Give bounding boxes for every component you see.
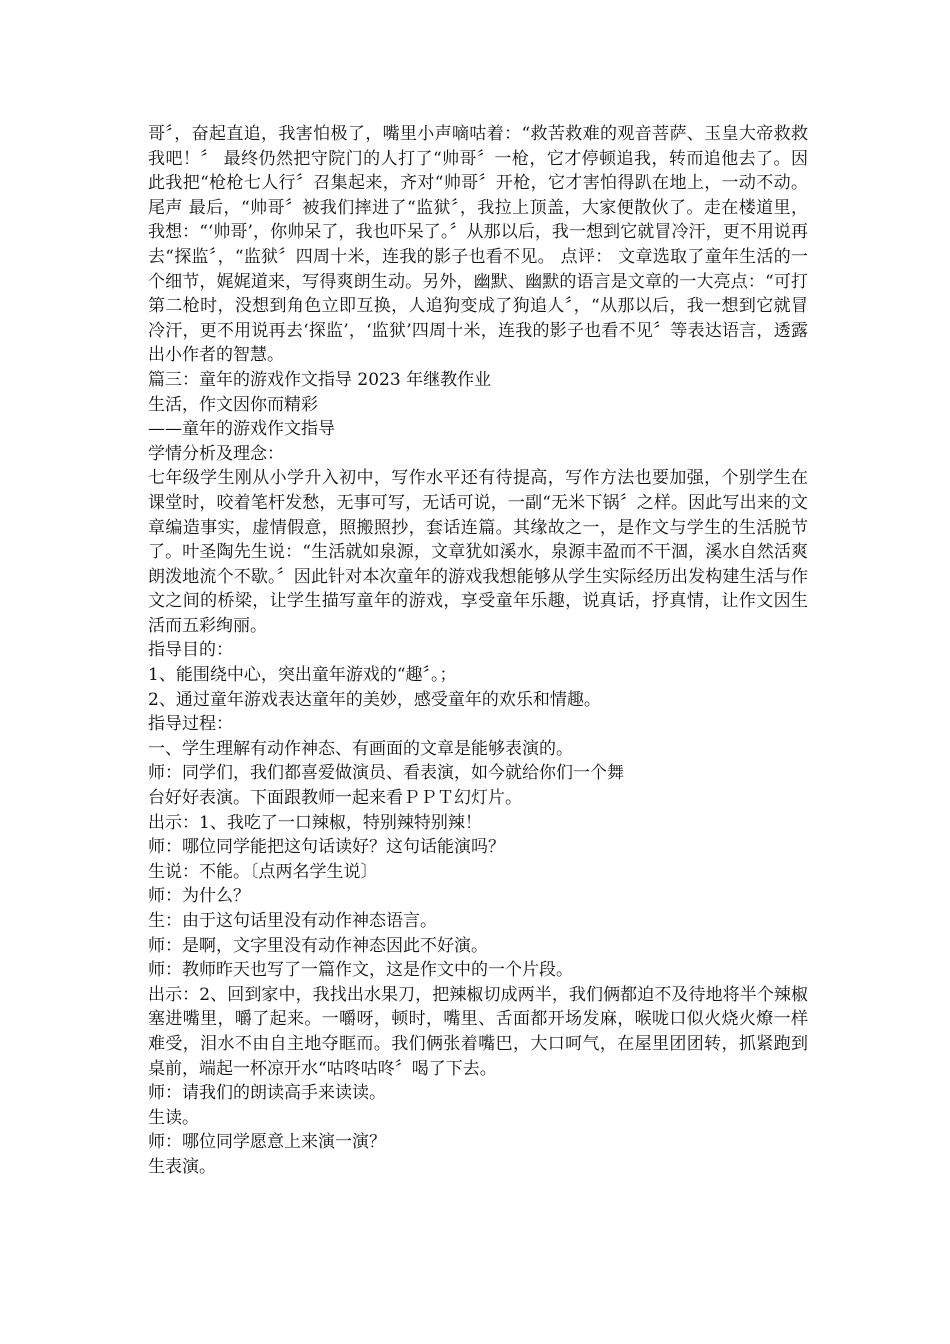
- goal-item: 2、通过童年游戏表达童年的美妙，感受童年的欢乐和情趣。: [148, 689, 601, 710]
- dialogue-line: 生：由于这句话里没有动作神态语言。: [148, 911, 437, 931]
- paragraph-story-ending: 哥〞，奋起直追，我害怕极了，嘴里小声嘀咕着：“救苦救难的观音菩萨、玉皇大帝救救我吧！〞 最终仍然把守院门的人打了“帅哥〞一枪，它才停顿追我，转而追他去了。因此我把“枪枪七人行〞召集起来，齐对“帅哥〞开枪，它才害怕得趴在地上，一动不动。 尾声 最后，“帅哥〞被我们摔进了“监狱〞，我拉上顶盖，大家便散伙了。走在楼道里，我想：“‘帅哥’，你帅呆了，我也吓呆了。〞从那以后，我一想到它就冒冷汗，更不用说再去“探监〞，“监狱〞四周十米，连我的影子也看不见。 点评： 文章选取了童年生活的一个细节，娓娓道来，写得爽朗生动。另外，幽默、幽默的语言是文章的一大亮点：“可打第二枪时，没想到角色立即互换，人追狗变成了狗追人〞，“从那以后，我一想到它就冒冷汗，更不用说再去‘探监’，‘监狱’四周十米，连我的影子也看不见〞等表达语言，透露出小作者的智慧。: [148, 124, 808, 366]
- analysis-paragraph: 七年级学生刚从小学升入初中，写作水平还有待提高，写作方法也要加强，个别学生在课堂时，咬着笔杆发愁，无事可写，无话可说，一副“无米下锅〞之样。因此写出来的文章编造事实，虚情假意，照搬照抄，套话连篇。其缘故之一，是作文与学生的生活脱节了。叶圣陶先生说：“生活就如泉源，文章犹如溪水，泉源丰盈而不干涸，溪水自然活爽朗泼地流个不歇。〞因此针对本次童年的游戏我想能够从学生实际经历出发构建生活与作文之间的桥梁，让学生描写童年的游戏，享受童年乐趣，说真话，抒真情，让作文因生活而五彩绚丽。: [148, 468, 808, 636]
- analysis-heading: 学情分析及理念：: [148, 443, 284, 464]
- dialogue-line: 师：教师昨天也写了一篇作文，这是作文中的一个片段。: [148, 960, 573, 981]
- dialogue-line: 师：哪位同学能把这句话读好？这句话能演吗？: [148, 837, 505, 858]
- dialogue-line: 生表演。: [148, 1156, 216, 1177]
- process-step: 一、学生理解有动作神态、有画面的文章是能够表演的。: [148, 738, 573, 759]
- dialogue-line: 师：是啊，文字里没有动作神态因此不好演。: [148, 935, 488, 956]
- example-paragraph: 出示：2、回到家中，我找出水果刀，把辣椒切成两半，我们俩都迫不及待地将半个辣椒塞进嘴里，嚼了起来。一嚼呀，顿时，嘴里、舌面都开场发麻，喉咙口似火烧火燎一样难受，泪水不由自主地夺眶而。我们俩张着嘴巴，大口呵气，在屋里团团转，抓紧跑到桌前，端起一杯凉开水“咕咚咕咚〞喝了下去。: [148, 984, 808, 1079]
- process-heading: 指导过程：: [148, 714, 233, 735]
- dialogue-line: 师：哪位同学愿意上来演一演？: [148, 1132, 386, 1153]
- goal-item: 1、能围绕中心，突出童年游戏的“趣〞。；: [148, 665, 457, 686]
- article-title: 生活，作文因你而精彩: [148, 394, 318, 415]
- dialogue-line: 生说：不能。〔点两名学生说〕: [148, 861, 378, 882]
- goals-heading: 指导目的：: [148, 640, 233, 661]
- dialogue-line: 师：同学们，我们都喜爱做演员、看表演，如今就给你们一个舞: [148, 763, 624, 784]
- document-page: [148, 122, 808, 1180]
- dialogue-line: 出示：1、我吃了一口辣椒，特别辣特别辣！: [148, 812, 482, 833]
- dialogue-line: 师：为什么？: [148, 886, 250, 907]
- article-subtitle: ——童年的游戏作文指导: [148, 419, 335, 440]
- dialogue-line: 师：请我们的朗读高手来读读。: [148, 1083, 386, 1104]
- dialogue-line: 台好好表演。下面跟教师一起来看ＰＰＴ幻灯片。: [148, 788, 522, 809]
- dialogue-line: 生读。: [148, 1107, 199, 1128]
- section-heading: 篇三：童年的游戏作文指导 2023 年继教作业: [148, 369, 492, 390]
